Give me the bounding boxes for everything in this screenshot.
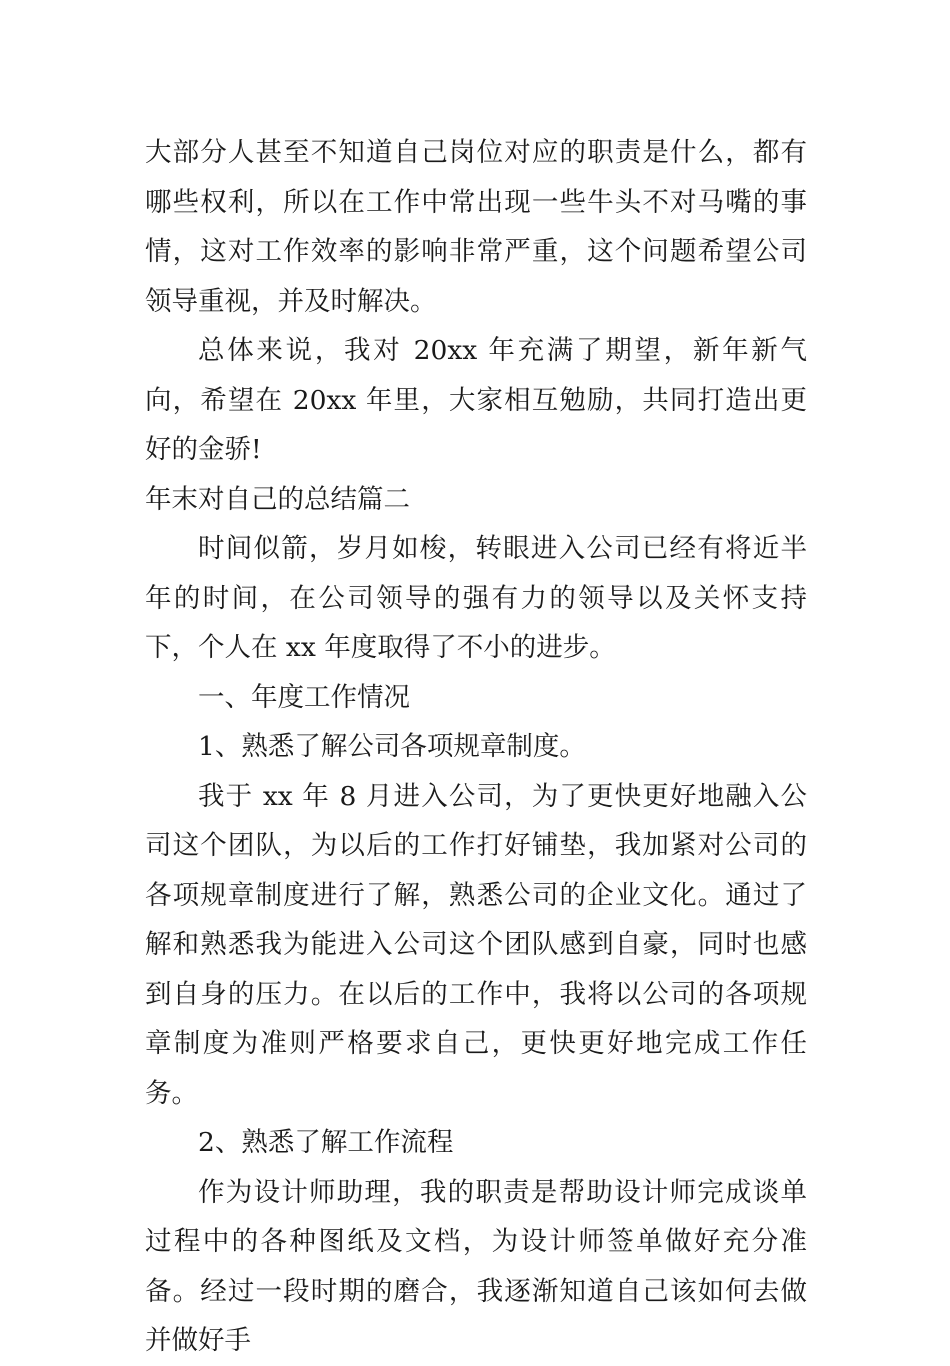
list-item-workflow: 2、熟悉了解工作流程 xyxy=(198,1127,454,1158)
list-item-rules: 1、熟悉了解公司各项规章制度。 xyxy=(198,731,586,762)
paragraph-workflow-detail: 作为设计师助理，我的职责是帮助设计师完成谈单过程中的各种图纸及文档，为设计师签单做好充分准备。经过一段时期的磨合，我逐渐知道自己该如何去做并做好手 xyxy=(145,1176,807,1356)
paragraph-intro: 时间似箭，岁月如梭，转眼进入公司已经有将近半年的时间，在公司领导的强有力的领导以及关怀支持下，个人在 xx 年度取得了不小的进步。 xyxy=(145,533,807,663)
paragraph-rules-detail: 我于 xx 年 8 月进入公司，为了更快更好地融入公司这个团队，为以后的工作打好铺垫，我加紧对公司的各项规章制度进行了解，熟悉公司的企业文化。通过了解和熟悉我为能进入公司这个团队感到自豪，同时也感到自身的压力。在以后的工作中，我将以公司的各项规章制度为准则严格要求自己，更快更好地完成工作任务。 xyxy=(145,780,807,1109)
subheading-annual-work: 一、年度工作情况 xyxy=(198,681,410,713)
document-body xyxy=(145,128,807,1366)
section-title: 年末对自己的总结篇二 xyxy=(145,483,410,515)
paragraph-responsibilities: 大部分人甚至不知道自己岗位对应的职责是什么，都有哪些权利，所以在工作中常出现一些牛头不对马嘴的事情，这对工作效率的影响非常严重，这个问题希望公司领导重视，并及时解决。 xyxy=(145,137,807,317)
paragraph-outlook: 总体来说，我对 20xx 年充满了期望，新年新气向，希望在 20xx 年里，大家相互勉励，共同打造出更好的金骄! xyxy=(145,335,807,465)
